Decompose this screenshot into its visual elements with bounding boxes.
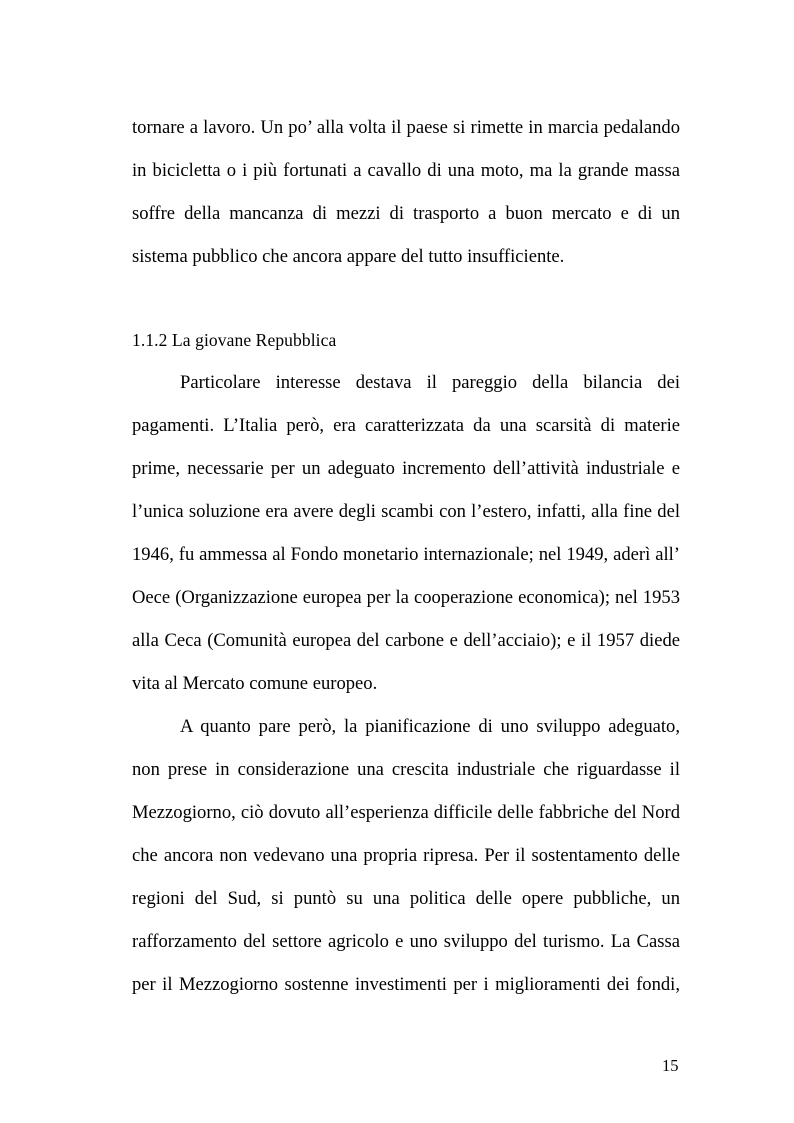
- text-line: regioni del Sud, si puntò su una politica delle opere pubbliche, un: [132, 888, 680, 909]
- text-line: soffre della mancanza di mezzi di trasporto a buon mercato e di un: [132, 203, 680, 224]
- text-line: che ancora non vedevano una propria ripresa. Per il sostentamento delle: [132, 845, 680, 866]
- text-line: Particolare interesse destava il pareggio della bilancia dei: [180, 372, 680, 393]
- text-line: non prese in considerazione una crescita industriale che riguardasse il: [132, 759, 680, 780]
- text-line: vita al Mercato comune europeo.: [132, 673, 378, 694]
- page-number: 15: [662, 1056, 679, 1075]
- text-line: A quanto pare però, la pianificazione di uno sviluppo adeguato,: [180, 716, 680, 737]
- text-line: rafforzamento del settore agricolo e uno sviluppo del turismo. La Cassa: [132, 931, 680, 952]
- text-line: 1946, fu ammessa al Fondo monetario internazionale; nel 1949, aderì all’: [132, 544, 680, 565]
- text-line: l’unica soluzione era avere degli scambi con l’estero, infatti, alla fine del: [132, 501, 680, 522]
- text-line: Mezzogiorno, ciò dovuto all’esperienza difficile delle fabbriche del Nord: [132, 802, 680, 823]
- text-line: per il Mezzogiorno sostenne investimenti per i miglioramenti dei fondi,: [132, 974, 680, 995]
- text-line: sistema pubblico che ancora appare del tutto insufficiente.: [132, 246, 565, 267]
- section-heading: 1.1.2 La giovane Repubblica: [132, 330, 337, 350]
- text-line: tornare a lavoro. Un po’ alla volta il paese si rimette in marcia pedalando: [132, 117, 680, 138]
- text-line: prime, necessarie per un adeguato incremento dell’attività industriale e: [132, 458, 680, 479]
- text-line: in bicicletta o i più fortunati a cavallo di una moto, ma la grande massa: [132, 160, 680, 181]
- text-line: Oece (Organizzazione europea per la cooperazione economica); nel 1953: [132, 587, 680, 608]
- text-line: alla Ceca (Comunità europea del carbone e dell’acciaio); e il 1957 diede: [132, 630, 680, 651]
- text-line: pagamenti. L’Italia però, era caratterizzata da una scarsità di materie: [132, 415, 680, 436]
